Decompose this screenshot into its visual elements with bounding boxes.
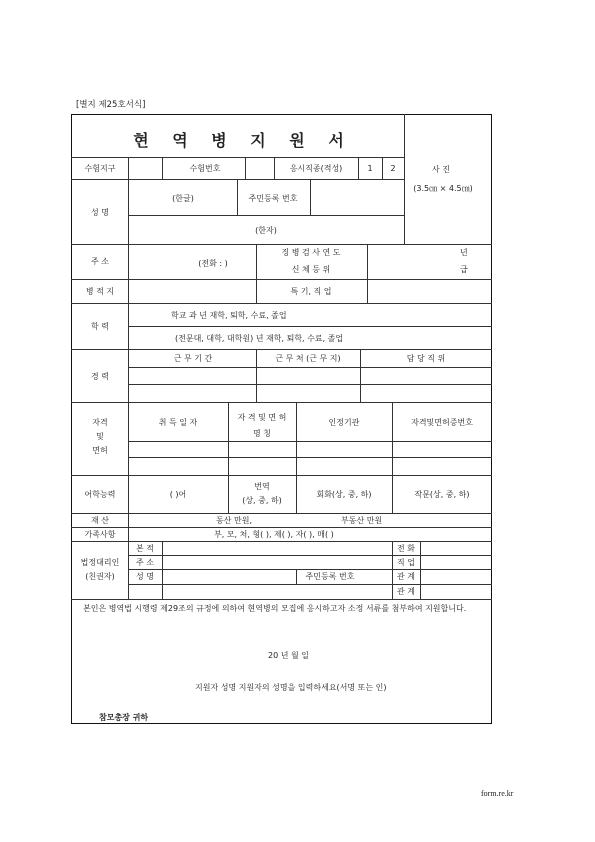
language-label: 어학능력 — [84, 490, 116, 499]
form-title: 현 역 병 지 원 서 — [133, 131, 353, 150]
education-line-1: 학교 과 년 재학, 퇴학, 수료, 졸업 — [171, 311, 287, 320]
translation-level: 번역 (상, 중, 하) — [242, 482, 282, 505]
source-watermark: form.re.kr — [481, 789, 514, 798]
exam-type-label: 응시직종(적성) — [289, 164, 343, 173]
photo-label: 사 진 — [432, 165, 450, 174]
address-label: 주 소 — [91, 257, 109, 266]
physical-grade-unit: 급 — [460, 265, 468, 274]
guardian-phone-label: 전 화 — [397, 544, 415, 553]
career-label: 경 력 — [91, 372, 109, 381]
guardian-relation-label-2: 관 계 — [397, 587, 415, 596]
career-header-period: 근 무 기 간 — [173, 354, 213, 363]
choice-1: 1 — [367, 164, 373, 173]
property-movable: 동산 만원, — [216, 516, 252, 525]
inspection-year-unit: 년 — [460, 248, 468, 257]
guardian-address-label: 주 소 — [136, 558, 154, 567]
name-hangul: (한글) — [172, 194, 194, 203]
exam-area-label: 수험지구 — [84, 164, 116, 173]
addressee: 참모총장 귀하 — [99, 713, 149, 722]
skill-label: 특 기, 직 업 — [290, 287, 332, 296]
resident-no-label: 주민등록 번호 — [248, 194, 298, 203]
language-name: ( )어 — [169, 490, 187, 499]
name-hanja: (한자) — [255, 226, 277, 235]
property-immovable: 부동산 만원 — [341, 516, 383, 525]
guardian-resident-no-label: 주민등록 번호 — [305, 572, 355, 581]
guardian-label: 법정대리인 (친권자) — [80, 558, 120, 581]
career-header-workplace: 근 무 처 (근 무 지) — [275, 354, 341, 363]
property-label: 재 산 — [91, 516, 109, 525]
guardian-name-label: 성 명 — [136, 572, 154, 581]
family-label: 가족사항 — [84, 530, 116, 539]
registry-label: 병 적 지 — [85, 287, 115, 296]
physical-grade-label: 신 체 등 위 — [291, 265, 331, 274]
application-date: 20 년 월 일 — [268, 651, 309, 660]
declaration-text: 본인은 병역법 시행령 제29조의 규정에 의하여 현역병의 모집에 응시하고자 소정 서류를 첨부하여 지원합니다. — [83, 604, 467, 613]
guardian-job-label: 직 업 — [397, 558, 415, 567]
inspection-year-label: 징 병 검 사 연 도 — [281, 248, 341, 257]
composition-level: 작문(상, 중, 하) — [414, 490, 470, 499]
applicant-signature: 지원자 성명 지원자의 성명을 입력하세요(서명 또는 인) — [195, 683, 387, 692]
name-label: 성 명 — [91, 208, 109, 217]
form-number: [별지 제25호서식] — [76, 100, 146, 110]
conversation-level: 회화(상, 중, 하) — [316, 490, 372, 499]
guardian-origin-label: 본 적 — [136, 544, 154, 553]
education-line-2: (전문대, 대학, 대학원) 년 재학, 퇴학, 수료, 졸업 — [175, 334, 344, 343]
choice-2: 2 — [390, 164, 396, 173]
license-header-name: 자 격 및 면 허 명 칭 — [237, 413, 287, 438]
phone-field: (전화 : ) — [198, 259, 228, 268]
license-header-number: 자격및면허증번호 — [411, 418, 473, 427]
family-members: 부, 모, 처, 형( ), 제( ), 자( ), 매( ) — [214, 530, 334, 539]
license-header-date: 취 득 일 자 — [158, 418, 198, 427]
license-label: 자격 및 면허 — [92, 418, 108, 455]
form-grid — [71, 114, 492, 724]
career-header-position: 담 당 직 위 — [406, 354, 446, 363]
license-header-authority: 인정기관 — [328, 418, 360, 427]
photo-size: (3.5㎝ × 4.5㎝) — [413, 184, 473, 193]
exam-number-label: 수험번호 — [189, 164, 221, 173]
education-label: 학 력 — [91, 322, 109, 331]
guardian-relation-label: 관 계 — [397, 572, 415, 581]
